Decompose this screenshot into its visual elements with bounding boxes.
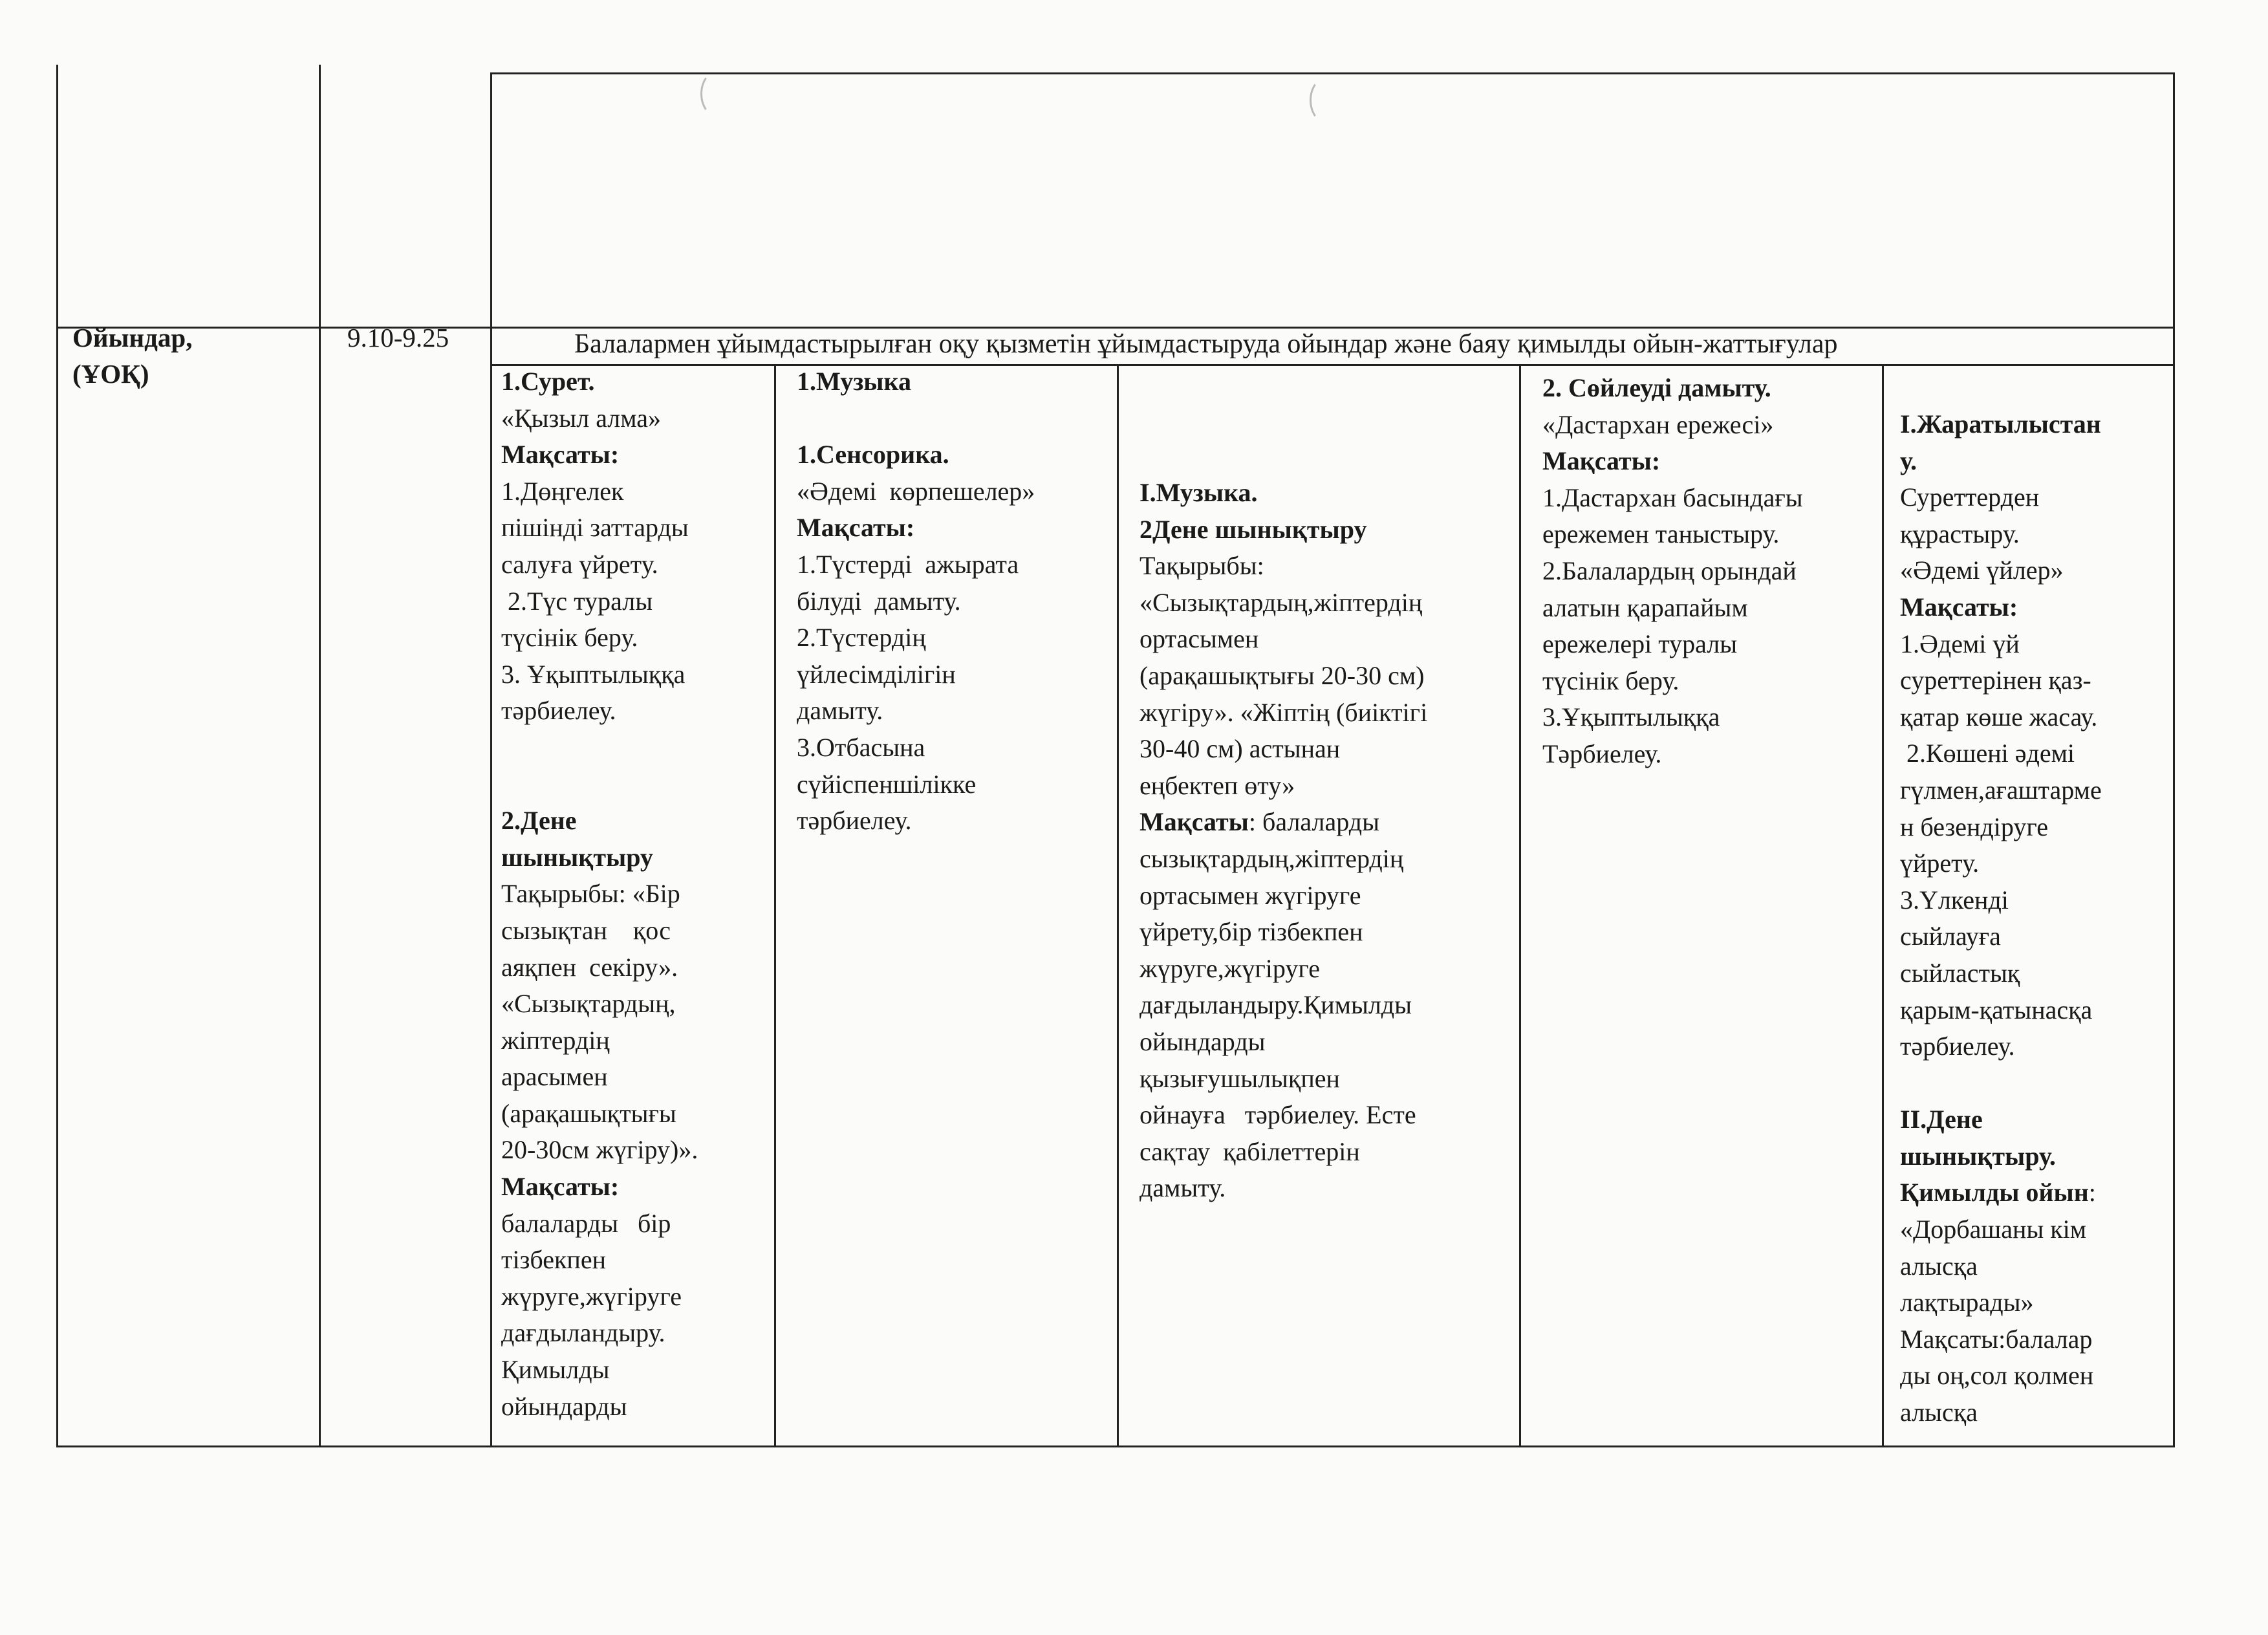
activity-line: Қимылды ойын: bbox=[1900, 1178, 2096, 1207]
activity-line: «Дастархан ережесі» bbox=[1542, 409, 1774, 439]
activity-line: Тақырыбы: bbox=[1139, 551, 1264, 581]
activity-line: 2.Көшені әдемі bbox=[1900, 739, 2075, 768]
activity-line: Тәрбиелеу. bbox=[1542, 739, 1662, 768]
activity-line: Мақсаты: bbox=[501, 440, 620, 470]
activity-line: сызықтардың,жіптердің bbox=[1139, 843, 1404, 873]
activity-line: қызығушылықпен bbox=[1139, 1063, 1340, 1093]
activity-line: шынықтыру bbox=[501, 842, 653, 872]
activity-line: ды оң,сол қолмен bbox=[1900, 1361, 2094, 1391]
activity-line: тәрбиелеу. bbox=[1900, 1032, 2015, 1061]
activity-line: дағдыландыру. bbox=[501, 1318, 665, 1348]
activity-line: 2.Балалардың орындай bbox=[1542, 556, 1797, 585]
activity-line: тәрбиелеу. bbox=[797, 806, 912, 836]
activity-line: ережелері туралы bbox=[1542, 629, 1738, 659]
activity-line: лақтырады» bbox=[1900, 1288, 2034, 1317]
activity-line: «Әдемі үйлер» bbox=[1900, 556, 2064, 585]
activity-line: н безендіруге bbox=[1900, 812, 2049, 841]
col4-divider bbox=[1117, 364, 1119, 1447]
activity-line: 2.Дене bbox=[501, 806, 577, 836]
activity-line: пішінді заттарды bbox=[501, 513, 689, 543]
row-title-line2: (ҰОҚ) bbox=[72, 359, 149, 389]
activity-line: алысқа bbox=[1900, 1398, 1978, 1427]
activity-line: еңбектеп өту» bbox=[1139, 770, 1295, 800]
bottom-border bbox=[56, 1446, 2175, 1447]
activity-line: 3.Үлкенді bbox=[1900, 885, 2009, 915]
banner-text: Балалармен ұйымдастырылған оқу қызметін ұйымдастыруда ойындар және баяу қимылды ойын-жаттығулар bbox=[574, 329, 1838, 359]
activity-line: 2. Сөйлеуді дамыту. bbox=[1542, 373, 1771, 402]
col2-divider bbox=[490, 72, 492, 1447]
activity-line: 1.Әдемі үй bbox=[1900, 629, 2020, 658]
row-title-line1: Ойындар, bbox=[72, 323, 193, 352]
scan-mark bbox=[1310, 79, 1337, 122]
activity-line: «Дорбашаны кім bbox=[1900, 1215, 2087, 1244]
left-border bbox=[56, 65, 58, 1447]
activity-line: 3. Ұқыптылыққа bbox=[501, 659, 686, 689]
activity-line: ойындарды bbox=[501, 1391, 627, 1421]
activity-line: у. bbox=[1900, 446, 1917, 475]
activity-line: аяқпен секіру». bbox=[501, 952, 678, 982]
activity-line: І.Музыка. bbox=[1139, 478, 1258, 507]
activity-line: 1.Түстерді ажырата bbox=[797, 549, 1019, 579]
activity-column-2 bbox=[797, 363, 1114, 839]
activity-line: 30-40 см) астынан bbox=[1139, 734, 1341, 764]
activity-line: Мақсаты: балаларды bbox=[1139, 807, 1379, 837]
activity-line: тізбекпен bbox=[501, 1245, 606, 1275]
activity-line: дағдыландыру.Қимылды bbox=[1139, 990, 1412, 1020]
activity-line: ортасымен жүгіруге bbox=[1139, 880, 1361, 910]
activity-line: дамыту. bbox=[797, 696, 883, 726]
activity-line: 3.Отбасына bbox=[797, 732, 925, 762]
activity-column-5 bbox=[1900, 406, 2172, 1431]
activity-line: алысқа bbox=[1900, 1251, 1978, 1281]
activity-line bbox=[501, 766, 773, 803]
activity-line: балаларды бір bbox=[501, 1208, 671, 1238]
activity-line: Мақсаты: bbox=[1900, 592, 2018, 622]
activity-line: «Әдемі көрпешелер» bbox=[797, 476, 1035, 506]
activity-line: Қимылды bbox=[501, 1355, 610, 1385]
activity-line: 2.Түстердің bbox=[797, 623, 926, 653]
activity-line: ойнауға тәрбиелеу. Есте bbox=[1139, 1100, 1416, 1130]
activity-line: тәрбиелеу. bbox=[501, 696, 616, 726]
activity-line: үйрету,бір тізбекпен bbox=[1139, 917, 1363, 947]
activity-line bbox=[1900, 1065, 2172, 1102]
activity-line: Мақсаты: bbox=[501, 1172, 620, 1202]
activity-line: 1.Дастархан басындағы bbox=[1542, 482, 1803, 512]
activity-line: ережемен таныстыру. bbox=[1542, 519, 1780, 549]
activity-line: сыйластық bbox=[1900, 958, 2020, 988]
activity-line: үйлесімділігін bbox=[797, 659, 956, 689]
activity-line: І.Жаратылыстан bbox=[1900, 409, 2101, 439]
activity-line: түсінік беру. bbox=[1542, 666, 1679, 695]
activity-line: жүгіру». «Жіптің (биіктігі bbox=[1139, 697, 1428, 727]
activity-line: шынықтыру. bbox=[1900, 1141, 2056, 1171]
activity-line: (арақашықтығы 20-30 см) bbox=[1139, 660, 1425, 690]
activity-column-1 bbox=[501, 363, 773, 1425]
activity-line: сызықтан қос bbox=[501, 915, 671, 945]
col3-divider bbox=[774, 364, 776, 1447]
activity-line: Мақсаты:балалар bbox=[1900, 1324, 2093, 1354]
activity-line: арасымен bbox=[501, 1062, 608, 1092]
activity-line: (арақашықтығы bbox=[501, 1098, 676, 1128]
activity-line: «Сызықтардың, bbox=[501, 989, 676, 1019]
activity-line: Тақырыбы: «Бір bbox=[501, 879, 680, 909]
activity-line: Суреттерден bbox=[1900, 482, 2040, 512]
top-border bbox=[490, 72, 2174, 74]
activity-line: сақтау қабілеттерін bbox=[1139, 1136, 1360, 1166]
activity-line: 2Дене шынықтыру bbox=[1139, 514, 1367, 544]
activity-line: 2.Түс туралы bbox=[501, 586, 653, 616]
activity-line: дамыту. bbox=[1139, 1173, 1226, 1203]
row-time: 9.10-9.25 bbox=[347, 323, 449, 352]
activity-line: сыйлауға bbox=[1900, 922, 2001, 951]
activity-line: қарым-қатынасқа bbox=[1900, 995, 2093, 1024]
scan-mark bbox=[700, 72, 728, 115]
col5-divider bbox=[1519, 364, 1521, 1447]
right-border bbox=[2173, 72, 2175, 1447]
activity-line: 1.Сурет. bbox=[501, 367, 595, 396]
activity-line: «Қызыл алма» bbox=[501, 403, 662, 433]
activity-line: түсінік беру. bbox=[501, 623, 638, 653]
activity-line: ІІ.Дене bbox=[1900, 1105, 1983, 1134]
activity-line: Мақсаты: bbox=[797, 513, 915, 543]
activity-line: 20-30см жүгіру)». bbox=[501, 1135, 698, 1165]
activity-line: 1.Дөңгелек bbox=[501, 476, 624, 506]
activity-line: 1.Сенсорика. bbox=[797, 440, 949, 470]
activity-line: ортасымен bbox=[1139, 624, 1259, 654]
activity-line: құрастыру. bbox=[1900, 519, 2020, 548]
row-title bbox=[72, 321, 192, 390]
activity-line: суреттерінен қаз- bbox=[1900, 666, 2091, 695]
activity-line: сүйіспеншілікке bbox=[797, 769, 977, 799]
activity-line: қатар көше жасау. bbox=[1900, 702, 2098, 731]
activity-line: салуға үйрету. bbox=[501, 549, 658, 579]
activity-line: алатын қарапайым bbox=[1542, 592, 1748, 622]
activity-line: «Сызықтардың,жіптердің bbox=[1139, 587, 1423, 617]
activity-line: ойындарды bbox=[1139, 1026, 1266, 1056]
activity-line: 1.Музыка bbox=[797, 367, 911, 396]
activity-line: жіптердің bbox=[501, 1025, 610, 1055]
activity-line: жүруге,жүгіруге bbox=[1139, 953, 1321, 983]
activity-line bbox=[797, 400, 1114, 437]
activity-line: жүруге,жүгіруге bbox=[501, 1281, 682, 1311]
activity-line: Мақсаты: bbox=[1542, 446, 1661, 476]
activity-line: гүлмен,ағаштарме bbox=[1900, 775, 2102, 805]
activity-line: үйрету. bbox=[1900, 849, 1980, 878]
col6-divider bbox=[1882, 364, 1884, 1447]
activity-column-3 bbox=[1139, 475, 1518, 1207]
col1-divider bbox=[319, 65, 321, 1447]
activity-line: 3.Ұқыптылыққа bbox=[1542, 702, 1720, 732]
activity-line bbox=[501, 730, 773, 766]
activity-line: білуді дамыту. bbox=[797, 586, 961, 616]
activity-column-4 bbox=[1542, 370, 1879, 773]
